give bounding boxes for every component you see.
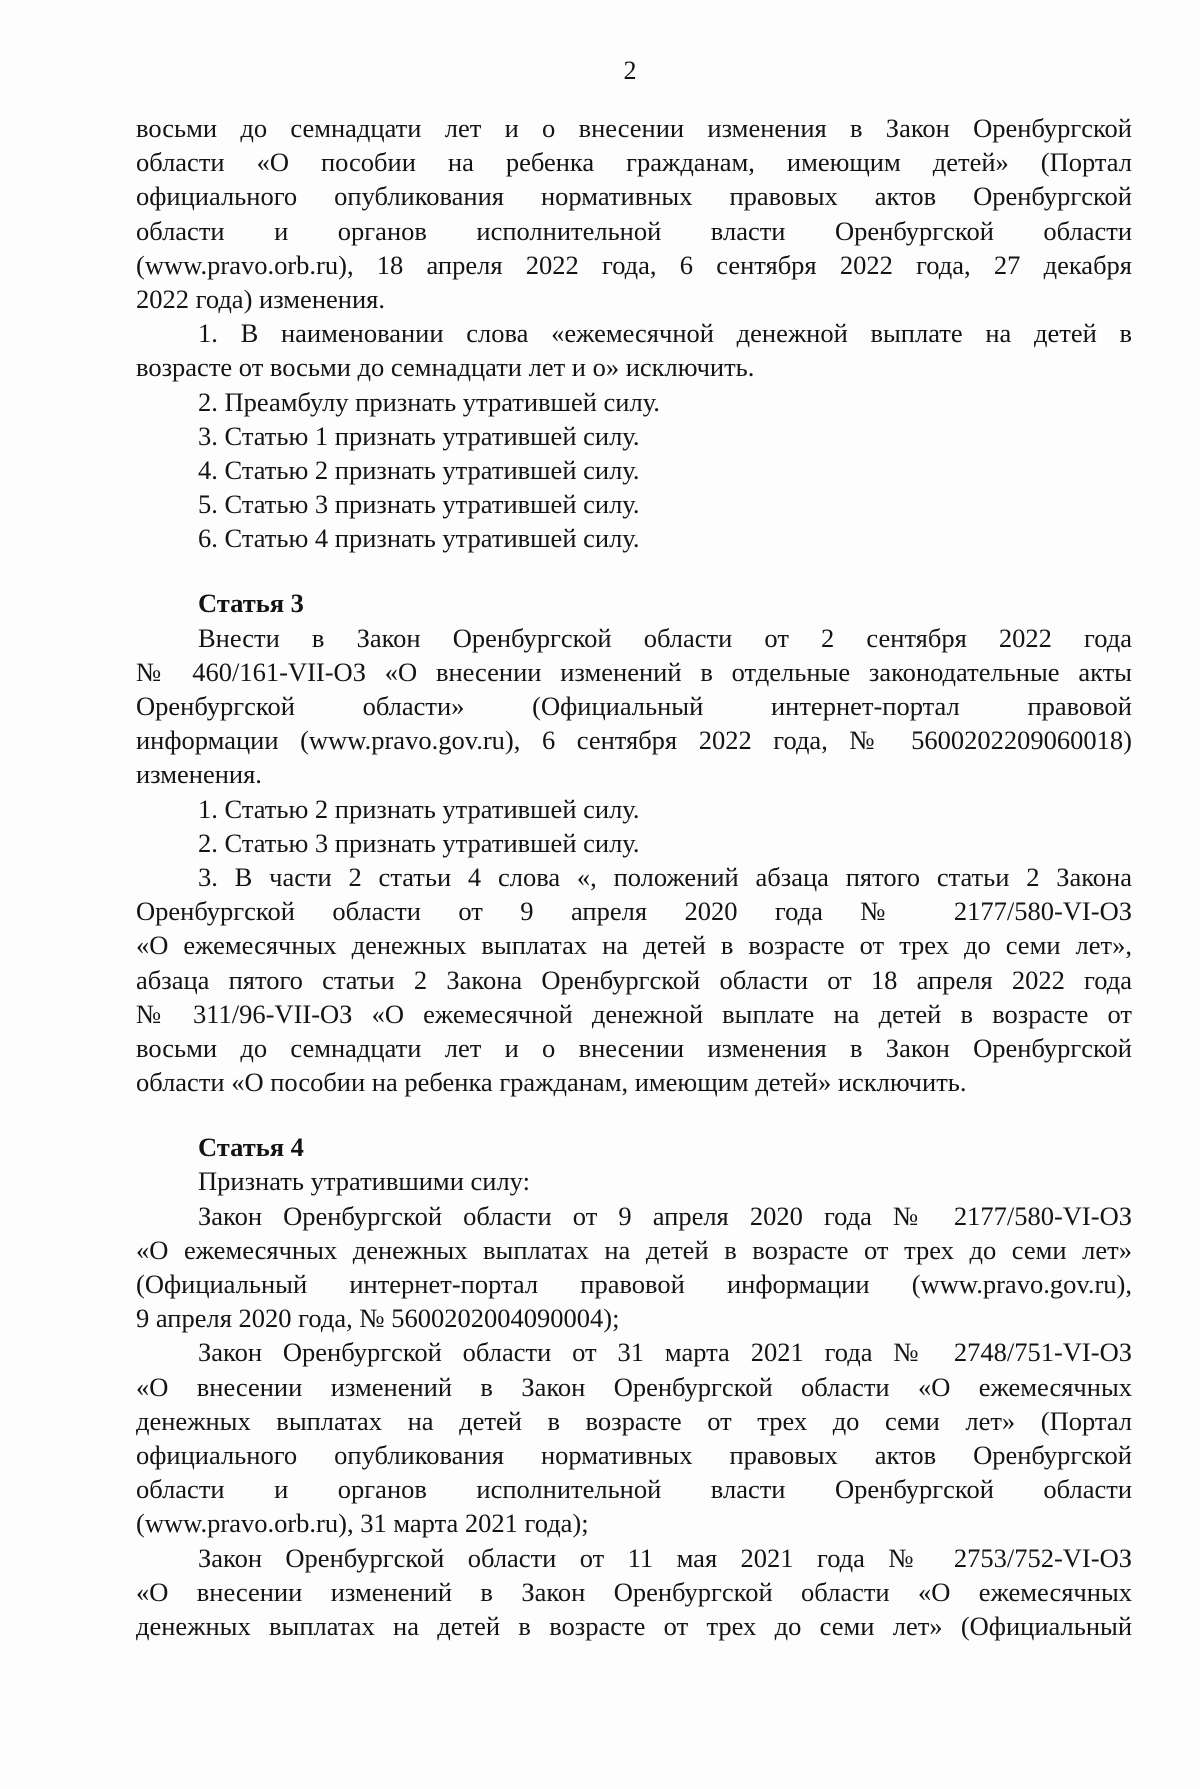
text-line: восьми до семнадцати лет и о внесении изменения в Закон Оренбургской bbox=[136, 1032, 1132, 1063]
document-body bbox=[136, 111, 1132, 1643]
text-line: 4. Статью 2 признать утратившей силу. bbox=[198, 454, 640, 485]
text-line: области и органов исполнительной власти Оренбургской области bbox=[136, 215, 1132, 246]
text-line: «О внесении изменений в Закон Оренбургской области «О ежемесячных bbox=[136, 1576, 1132, 1607]
text-line: официального опубликования нормативных правовых актов Оренбургской bbox=[136, 181, 1132, 212]
article-heading: Статья 4 bbox=[198, 1132, 304, 1163]
text-line: 2022 года) изменения. bbox=[136, 283, 385, 314]
text-line: «О ежемесячных денежных выплатах на детей в возрасте от трех до семи лет» bbox=[136, 1234, 1132, 1265]
text-line: области «О пособии на ребенка гражданам, имеющим детей» (Портал bbox=[136, 147, 1132, 178]
text-line: (www.pravo.orb.ru), 18 апреля 2022 года, 6 сентября 2022 года, 27 декабря bbox=[136, 249, 1132, 280]
text-line: Признать утратившими силу: bbox=[198, 1166, 530, 1197]
text-line: (www.pravo.orb.ru), 31 марта 2021 года); bbox=[136, 1508, 589, 1539]
page-number: 2 bbox=[623, 56, 637, 85]
text-line: 2. Статью 3 признать утратившей силу. bbox=[198, 827, 640, 858]
text-line: Закон Оренбургской области от 9 апреля 2020 года № 2177/580-VI-ОЗ bbox=[198, 1200, 1132, 1231]
text-line: № 460/161-VII-ОЗ «О внесении изменений в отдельные законодательные акты bbox=[136, 656, 1132, 687]
text-line: области «О пособии на ребенка гражданам, имеющим детей» исключить. bbox=[136, 1067, 967, 1098]
text-line: (Официальный интернет-портал правовой информации (www.pravo.gov.ru), bbox=[136, 1269, 1132, 1299]
text-line: «О внесении изменений в Закон Оренбургской области «О ежемесячных bbox=[136, 1371, 1132, 1402]
text-line: 1. Статью 2 признать утратившей силу. bbox=[198, 793, 640, 824]
text-line: 9 апреля 2020 года, № 5600202004090004); bbox=[136, 1303, 620, 1334]
text-line: 3. Статью 1 признать утратившей силу. bbox=[198, 420, 640, 451]
text-line: области и органов исполнительной власти Оренбургской области bbox=[136, 1474, 1132, 1505]
text-line: изменения. bbox=[136, 759, 262, 790]
text-line: денежных выплатах на детей в возрасте от трех до семи лет» (Официальный bbox=[136, 1610, 1132, 1641]
text-line: информации (www.pravo.gov.ru), 6 сентября 2022 года, № 5600202209060018) bbox=[136, 725, 1132, 756]
text-line: Оренбургской области от 9 апреля 2020 года № 2177/580-VI-ОЗ bbox=[136, 896, 1132, 927]
paragraph-gap bbox=[136, 555, 1132, 586]
text-line: «О ежемесячных денежных выплатах на детей в возрасте от трех до семи лет», bbox=[136, 930, 1132, 961]
text-line: возрасте от восьми до семнадцати лет и о» исключить. bbox=[136, 352, 755, 383]
text-line: абзаца пятого статьи 2 Закона Оренбургской области от 18 апреля 2022 года bbox=[136, 964, 1132, 995]
article-heading: Статья 3 bbox=[198, 588, 304, 619]
text-line: восьми до семнадцати лет и о внесении изменения в Закон Оренбургской bbox=[136, 113, 1132, 143]
text-line: Оренбургской области» (Официальный интернет-портал правовой bbox=[136, 691, 1132, 721]
text-line: Закон Оренбургской области от 31 марта 2021 года № 2748/751-VI-ОЗ bbox=[198, 1337, 1132, 1368]
text-line: 3. В части 2 статьи 4 слова «, положений абзаца пятого статьи 2 Закона bbox=[198, 861, 1132, 892]
text-line: Закон Оренбургской области от 11 мая 2021 года № 2753/752-VI-ОЗ bbox=[198, 1542, 1132, 1573]
paragraph-gap bbox=[136, 1099, 1132, 1130]
text-line: 5. Статью 3 признать утратившей силу. bbox=[198, 489, 640, 520]
text-line: 1. В наименовании слова «ежемесячной денежной выплате на детей в bbox=[198, 318, 1132, 349]
text-line: денежных выплатах на детей в возрасте от трех до семи лет» (Портал bbox=[136, 1405, 1132, 1436]
text-line: Внести в Закон Оренбургской области от 2 сентября 2022 года bbox=[198, 622, 1132, 653]
text-line: 2. Преамбулу признать утратившей силу. bbox=[198, 386, 660, 417]
text-line: 6. Статью 4 признать утратившей силу. bbox=[198, 523, 640, 554]
text-line: официального опубликования нормативных правовых актов Оренбургской bbox=[136, 1439, 1132, 1470]
text-line: № 311/96-VII-ОЗ «О ежемесячной денежной выплате на детей в возрасте от bbox=[136, 998, 1132, 1029]
